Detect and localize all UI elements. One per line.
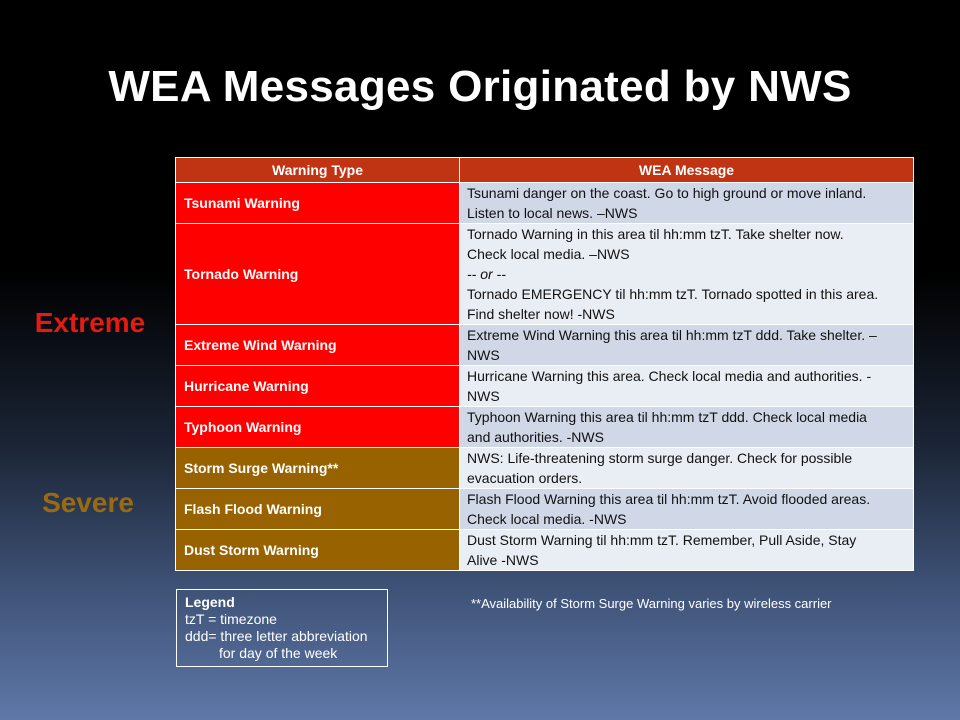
warning-type-cell: Dust Storm Warning [176, 530, 460, 571]
slide-title: WEA Messages Originated by NWS [108, 62, 852, 111]
message-line: Check local media. –NWS [467, 246, 630, 262]
wea-message-cell [460, 448, 914, 489]
message-line: Hurricane Warning this area. Check local media and authorities. - [467, 368, 872, 384]
severe-level-label: Severe [42, 487, 134, 518]
wea-message-cell [460, 224, 914, 325]
wea-message-cell [460, 325, 914, 366]
table-row [176, 183, 914, 224]
table-row [176, 489, 914, 530]
message-line: Find shelter now! -NWS [467, 306, 615, 322]
message-line: Extreme Wind Warning this area til hh:mm tzT ddd. Take shelter. – [467, 327, 877, 343]
message-line: NWS [467, 347, 500, 363]
table-row [176, 224, 914, 325]
message-line: Tornado EMERGENCY til hh:mm tzT. Tornado spotted in this area. [467, 286, 879, 302]
wea-message-cell [460, 407, 914, 448]
warning-type-cell: Storm Surge Warning** [176, 448, 460, 489]
table-row [176, 325, 914, 366]
message-line: Listen to local news. –NWS [467, 205, 638, 221]
message-line: Alive -NWS [467, 552, 539, 568]
message-line: Flash Flood Warning this area til hh:mm tzT. Avoid flooded areas. [467, 491, 871, 507]
message-line-or: -- or -- [467, 266, 506, 282]
message-line: Tornado Warning in this area til hh:mm tzT. Take shelter now. [467, 226, 844, 242]
header-wea-message: WEA Message [460, 158, 914, 183]
table-header-row [176, 158, 914, 183]
storm-surge-footnote: **Availability of Storm Surge Warning varies by wireless carrier [471, 596, 832, 611]
table-row [176, 530, 914, 571]
warning-type-cell: Typhoon Warning [176, 407, 460, 448]
header-warning-type: Warning Type [176, 158, 460, 183]
message-line: Check local media. -NWS [467, 511, 627, 527]
wea-messages-table [175, 157, 914, 571]
warning-type-cell: Tsunami Warning [176, 183, 460, 224]
wea-message-cell [460, 366, 914, 407]
table-row [176, 407, 914, 448]
warning-type-cell: Flash Flood Warning [176, 489, 460, 530]
extreme-level-label: Extreme [34, 307, 146, 338]
legend-line-timezone: tzT = timezone [185, 611, 277, 627]
message-line: Typhoon Warning this area til hh:mm tzT ddd. Check local media [467, 409, 867, 425]
legend-line-day: for day of the week [219, 645, 338, 661]
message-line: NWS: Life-threatening storm surge danger. Check for possible [467, 450, 853, 466]
message-line: evacuation orders. [467, 470, 583, 486]
legend-box [176, 589, 388, 667]
warning-type-cell: Extreme Wind Warning [176, 325, 460, 366]
message-line: Dust Storm Warning til hh:mm tzT. Remember, Pull Aside, Stay [467, 532, 857, 548]
wea-message-cell [460, 183, 914, 224]
table-row [176, 448, 914, 489]
wea-message-cell [460, 530, 914, 571]
legend-line-ddd: ddd= three letter abbreviation [185, 628, 368, 644]
table-row [176, 366, 914, 407]
message-line: NWS [467, 388, 500, 404]
wea-message-cell [460, 489, 914, 530]
message-line: and authorities. -NWS [467, 429, 604, 445]
message-line: Tsunami danger on the coast. Go to high ground or move inland. [467, 185, 867, 201]
warning-type-cell: Tornado Warning [176, 224, 460, 325]
warning-type-cell: Hurricane Warning [176, 366, 460, 407]
legend-title: Legend [185, 594, 235, 610]
